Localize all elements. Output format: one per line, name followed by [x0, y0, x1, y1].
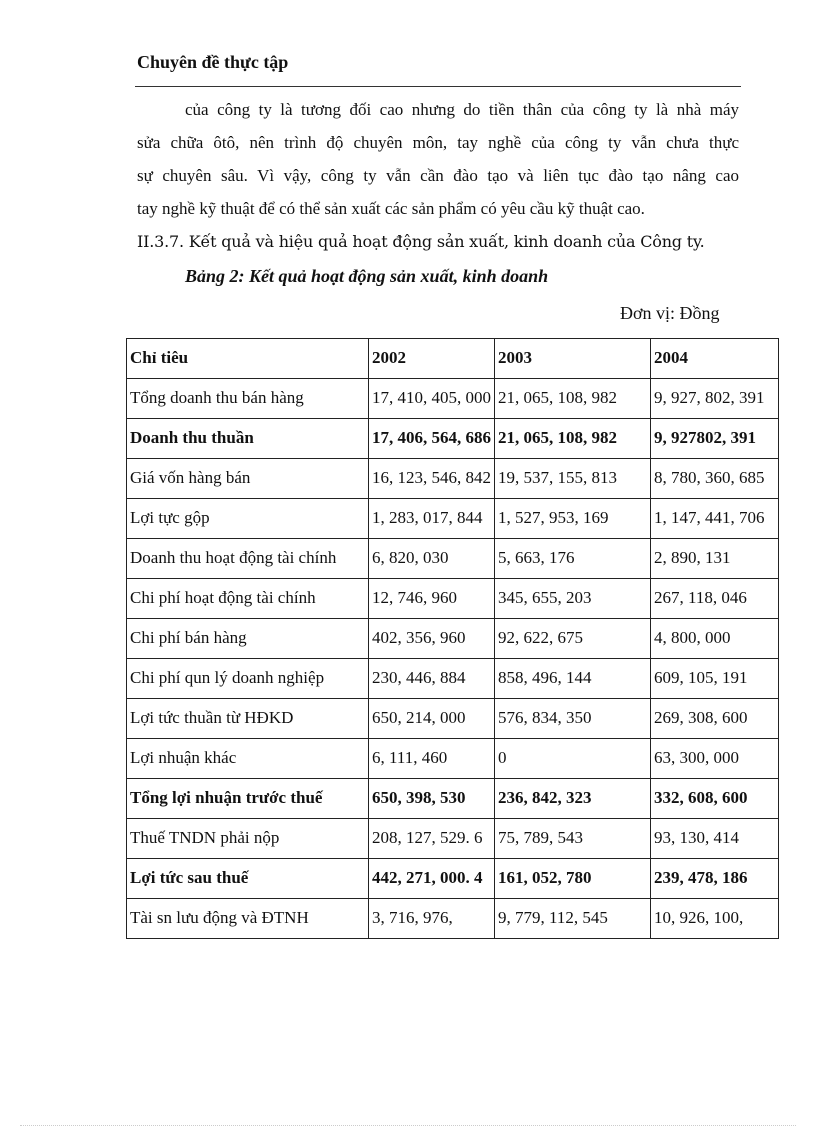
table-row	[127, 699, 779, 739]
row-label: Lợi nhuận khác	[127, 739, 369, 779]
value-2003: 9, 779, 112, 545	[495, 899, 651, 939]
row-label: Chi phí hoạt động tài chính	[127, 579, 369, 619]
value-2002: 17, 406, 564, 686	[369, 419, 495, 459]
value-2003: 236, 842, 323	[495, 779, 651, 819]
row-label: Tổng lợi nhuận trước thuế	[127, 779, 369, 819]
row-label: Chi phí bán hàng	[127, 619, 369, 659]
value-2002: 6, 111, 460	[369, 739, 495, 779]
value-2002: 208, 127, 529. 6	[369, 819, 495, 859]
value-2004: 332, 608, 600	[651, 779, 779, 819]
value-2003: 5, 663, 176	[495, 539, 651, 579]
table-row	[127, 739, 779, 779]
row-label: Tài sn lưu động và ĐTNH	[127, 899, 369, 939]
value-2003: 161, 052, 780	[495, 859, 651, 899]
table-row	[127, 499, 779, 539]
value-2002: 402, 356, 960	[369, 619, 495, 659]
value-2004: 93, 130, 414	[651, 819, 779, 859]
table-row	[127, 899, 779, 939]
value-2002: 1, 283, 017, 844	[369, 499, 495, 539]
value-2002: 442, 271, 000. 4	[369, 859, 495, 899]
value-2004: 267, 118, 046	[651, 579, 779, 619]
table-header-row	[127, 339, 779, 379]
value-2004: 269, 308, 600	[651, 699, 779, 739]
value-2003: 92, 622, 675	[495, 619, 651, 659]
value-2002: 3, 716, 976,	[369, 899, 495, 939]
value-2004: 239, 478, 186	[651, 859, 779, 899]
table-row	[127, 859, 779, 899]
value-2002: 6, 820, 030	[369, 539, 495, 579]
value-2003: 1, 527, 953, 169	[495, 499, 651, 539]
value-2004: 9, 927, 802, 391	[651, 379, 779, 419]
row-label: Tổng doanh thu bán hàng	[127, 379, 369, 419]
table-row	[127, 539, 779, 579]
value-2002: 16, 123, 546, 842	[369, 459, 495, 499]
table-row	[127, 819, 779, 859]
value-2003: 75, 789, 543	[495, 819, 651, 859]
body-line-3: sự chuyên sâu. Vì vậy, công ty vẫn cần đào tạo và liên tục đào tạo nâng cao	[137, 166, 739, 185]
value-2003: 858, 496, 144	[495, 659, 651, 699]
value-2004: 2, 890, 131	[651, 539, 779, 579]
header-cell-2002: 2002	[369, 339, 495, 379]
value-2004: 63, 300, 000	[651, 739, 779, 779]
section-heading: II.3.7. Kết quả và hiệu quả hoạt động sản xuất, kinh doanh của Công ty.	[137, 232, 705, 251]
value-2003: 0	[495, 739, 651, 779]
row-label: Doanh thu thuần	[127, 419, 369, 459]
value-2002: 650, 398, 530	[369, 779, 495, 819]
row-label: Lợi tực gộp	[127, 499, 369, 539]
unit-label: Đơn vị: Đồng	[620, 303, 720, 323]
row-label: Thuế TNDN phải nộp	[127, 819, 369, 859]
value-2004: 1, 147, 441, 706	[651, 499, 779, 539]
table-caption: Bảng 2: Kết quả hoạt động sản xuất, kinh doanh	[185, 266, 549, 286]
value-2004: 10, 926, 100,	[651, 899, 779, 939]
header-cell-2003: 2003	[495, 339, 651, 379]
value-2004: 9, 927802, 391	[651, 419, 779, 459]
table-row	[127, 379, 779, 419]
results-table	[126, 338, 779, 939]
table-row	[127, 779, 779, 819]
row-label: Lợi tức sau thuế	[127, 859, 369, 899]
body-line-4: tay nghề kỹ thuật để có thể sản xuất các sản phẩm có yêu cầu kỹ thuật cao.	[137, 199, 645, 218]
value-2004: 8, 780, 360, 685	[651, 459, 779, 499]
row-label: Giá vốn hàng bán	[127, 459, 369, 499]
body-line-1: của công ty là tương đối cao nhưng do tiền thân của công ty là nhà máy	[185, 100, 739, 119]
row-label: Chi phí qun lý doanh nghiệp	[127, 659, 369, 699]
table-row	[127, 659, 779, 699]
header-cell-indicator: Chỉ tiêu	[127, 339, 369, 379]
row-label: Lợi tức thuần từ HĐKD	[127, 699, 369, 739]
row-label: Doanh thu hoạt động tài chính	[127, 539, 369, 579]
value-2004: 4, 800, 000	[651, 619, 779, 659]
table-row	[127, 459, 779, 499]
value-2002: 650, 214, 000	[369, 699, 495, 739]
value-2003: 21, 065, 108, 982	[495, 419, 651, 459]
value-2004: 609, 105, 191	[651, 659, 779, 699]
body-line-2: sửa chữa ôtô, nên trình độ chuyên môn, tay nghề của công ty vẫn chưa thực	[137, 133, 739, 152]
value-2002: 230, 446, 884	[369, 659, 495, 699]
table-row	[127, 419, 779, 459]
table-row	[127, 579, 779, 619]
value-2003: 21, 065, 108, 982	[495, 379, 651, 419]
value-2002: 12, 746, 960	[369, 579, 495, 619]
header-divider	[135, 86, 741, 87]
table-row	[127, 619, 779, 659]
value-2003: 576, 834, 350	[495, 699, 651, 739]
value-2002: 17, 410, 405, 000	[369, 379, 495, 419]
value-2003: 19, 537, 155, 813	[495, 459, 651, 499]
header-cell-2004: 2004	[651, 339, 779, 379]
page-header-title: Chuyên đề thực tập	[137, 52, 289, 72]
value-2003: 345, 655, 203	[495, 579, 651, 619]
